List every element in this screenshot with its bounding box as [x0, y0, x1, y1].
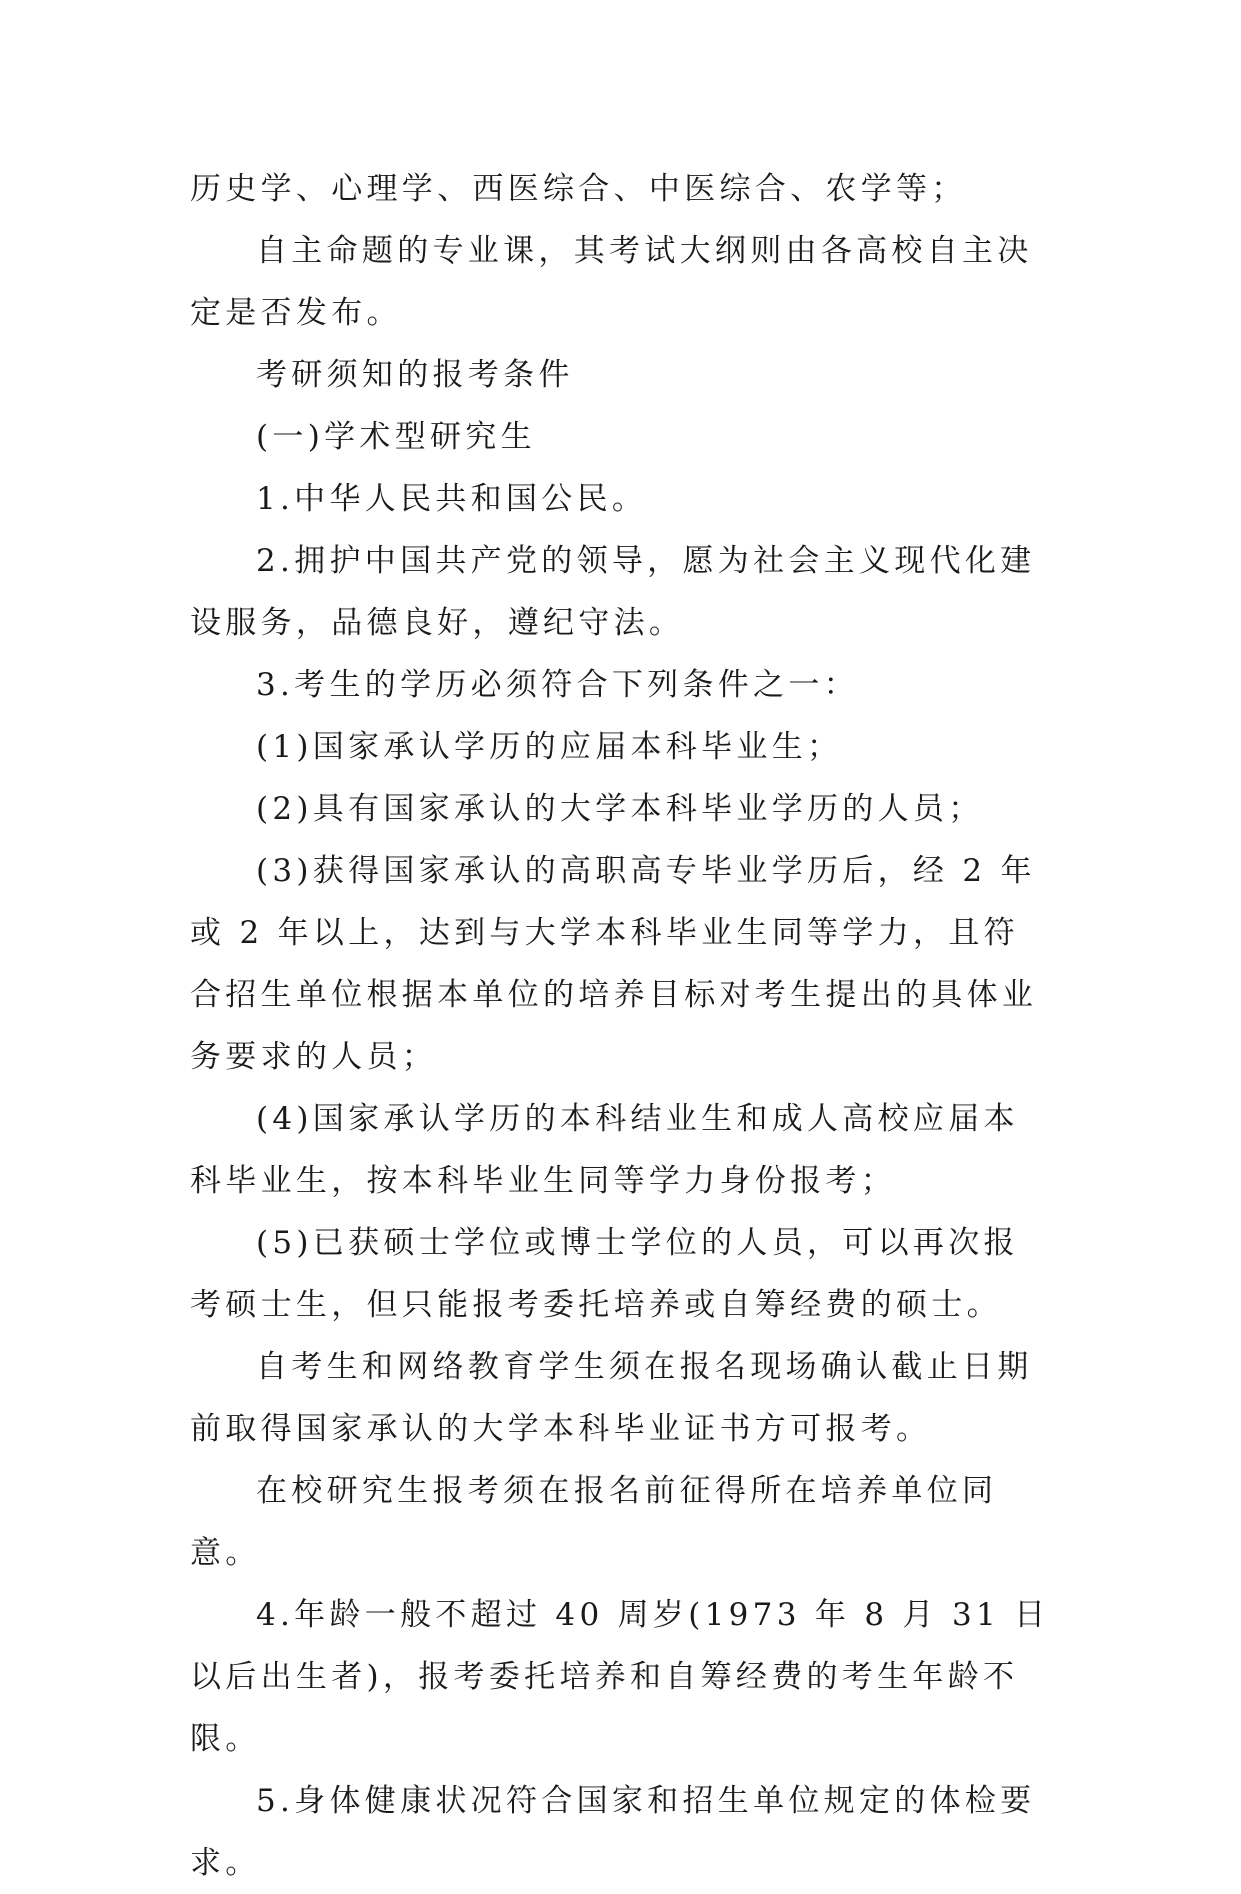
- sub-item-5-degree-holders: (5)已获硕士学位或博士学位的人员，可以再次报考硕士生，但只能报考委托培养或自筹经费的硕士。: [190, 1225, 1019, 1323]
- list-item-1-citizen: 1.中华人民共和国公民。: [256, 481, 648, 517]
- list-item-3-education: 3.考生的学历必须符合下列条件之一：: [256, 667, 859, 703]
- list-item-4-age: 4.年龄一般不超过 40 周岁(1973 年 8 月 31 日以后出生者)，报考委托培养和自筹经费的考生年龄不限。: [190, 1597, 1050, 1757]
- paragraph-subjects-continued: 历史学、心理学、西医综合、中医综合、农学等；: [190, 171, 967, 207]
- paragraph-current-graduates: 在校研究生报考须在报名前征得所在培养单位同意。: [190, 1473, 998, 1571]
- sub-item-2-bachelor: (2)具有国家承认的大学本科毕业学历的人员；: [256, 791, 984, 827]
- paragraph-self-study-students: 自考生和网络教育学生须在报名现场确认截止日期前取得国家承认的大学本科毕业证书方可报考。: [190, 1349, 1033, 1447]
- document-body: [190, 158, 1050, 1894]
- list-item-2-conduct: 2.拥护中国共产党的领导，愿为社会主义现代化建设服务，品德良好，遵纪守法。: [190, 543, 1036, 641]
- sub-item-3-vocational: (3)获得国家承认的高职高专毕业学历后，经 2 年或 2 年以上，达到与大学本科毕业生同等学力，且符合招生单位根据本单位的培养目标对考生提出的具体业务要求的人员；: [190, 853, 1038, 1075]
- list-item-5-health: 5.身体健康状况符合国家和招生单位规定的体检要求。: [190, 1783, 1036, 1881]
- sub-item-1-graduates: (1)国家承认学历的应届本科毕业生；: [256, 729, 843, 765]
- subheading-academic-graduate: (一)学术型研究生: [256, 419, 536, 455]
- sub-item-4-completion: (4)国家承认学历的本科结业生和成人高校应届本科毕业生，按本科毕业生同等学力身份报考；: [190, 1101, 1019, 1199]
- section-heading-requirements: 考研须知的报考条件: [256, 357, 574, 393]
- paragraph-self-set-syllabus: 自主命题的专业课，其考试大纲则由各高校自主决定是否发布。: [190, 233, 1033, 331]
